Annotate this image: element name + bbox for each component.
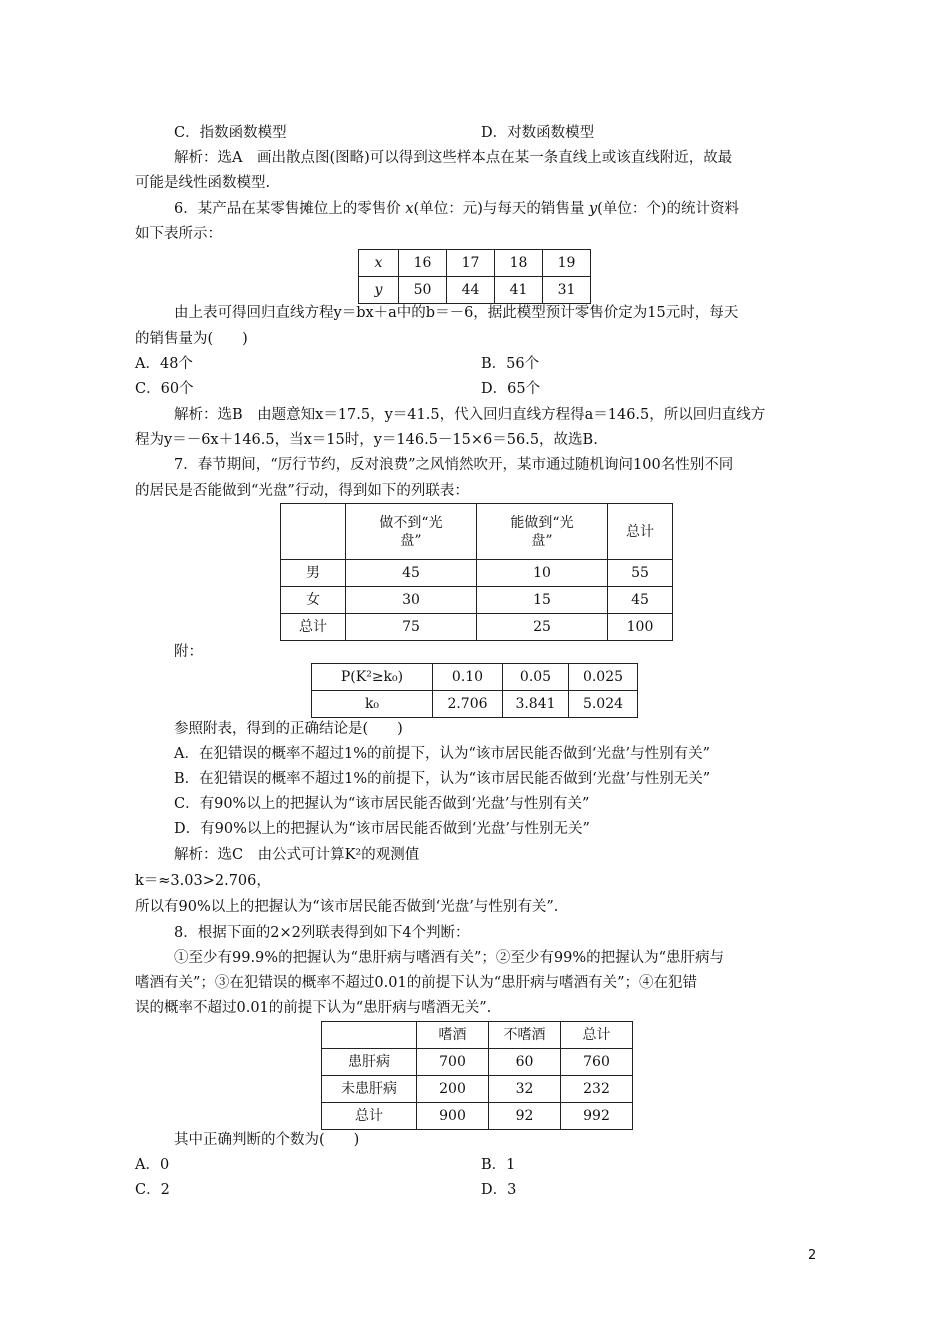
q7-appendix-table (311, 663, 638, 718)
table-row: 做不到“光 盘” 能做到“光 盘” 总计 (281, 504, 673, 560)
q6-stem-line2: 如下表所示： (135, 226, 222, 242)
q6-prompt-line1: 由上表可得回归直线方程y＝bx＋a中的b＝－6，据此模型预计零售价定为15元时，每天 (174, 305, 739, 321)
table-row: 男 45 10 55 (281, 560, 673, 587)
q7-stem-line2: 的居民是否能做到“光盘”行动，得到如下的列联表： (135, 483, 469, 499)
q8-stem-line2: ①至少有99.9%的把握认为“患肝病与嗜酒有关”；②至少有99%的把握认为“患肝病与 (174, 950, 725, 966)
q8-option-c: C．2 (135, 1182, 170, 1198)
q7-option-a: A．在犯错误的概率不超过1%的前提下，认为“该市居民能否做到‘光盘’与性别有关” (174, 746, 711, 762)
table-row: x 16 17 18 19 (359, 250, 591, 277)
table-row: 总计 75 25 100 (281, 614, 673, 641)
q6-stem-line1: 6．某产品在某零售摊位上的零售价 x(单位：元)与每天的销售量 y(单位：个)的统计资料 (174, 201, 739, 217)
q6-option-a: A．48个 (135, 356, 193, 372)
q7-contingency-table (280, 503, 673, 641)
q8-option-d: D．3 (481, 1182, 517, 1198)
q8-stem-line3: 嗜酒有关”；③在犯错误的概率不超过0.01的前提下认为“患肝病与嗜酒有关”；④在犯错 (135, 975, 698, 991)
table-row: 女 30 15 45 (281, 587, 673, 614)
q6-option-b: B．56个 (481, 356, 540, 372)
table-row: k₀ 2.706 3.841 5.024 (312, 691, 638, 718)
q5-analysis-line2: 可能是线性函数模型. (135, 175, 271, 191)
q8-contingency-table (321, 1021, 633, 1130)
q5-option-c: C．指数函数模型 (174, 125, 287, 141)
q5-analysis-line1: 解析：选A 画出散点图(图略)可以得到这些样本点在某一条直线上或该直线附近，故最 (174, 150, 733, 166)
q5-option-d: D．对数函数模型 (481, 125, 595, 141)
q7-analysis-line3: 所以有90%以上的把握认为“该市居民能否做到‘光盘’与性别有关”. (135, 899, 559, 915)
table-row: 患肝病 700 60 760 (322, 1049, 633, 1076)
q8-stem-line4: 误的概率不超过0.01的前提下认为“患肝病与嗜酒无关”. (135, 1000, 492, 1016)
q7-analysis-line2: k＝≈3.03>2.706， (135, 873, 271, 889)
q6-analysis-line2: 程为y＝－6x＋146.5，当x＝15时，y＝146.5－15×6＝56.5，故选B. (135, 432, 598, 448)
q7-option-d: D．有90%以上的把握认为“该市居民能否做到‘光盘’与性别无关” (174, 821, 590, 837)
q7-appendix-label: 附： (174, 644, 203, 660)
q6-price-sales-table (358, 249, 591, 304)
q6-option-c: C．60个 (135, 381, 194, 397)
q7-stem-line1: 7．春节期间，“厉行节约，反对浪费”之风悄然吹开，某市通过随机询问100名性别不同 (174, 457, 734, 473)
table-row: P(K²≥k₀) 0.10 0.05 0.025 (312, 664, 638, 691)
table-row: 总计 900 92 992 (322, 1103, 633, 1130)
q7-option-c: C．有90%以上的把握认为“该市居民能否做到‘光盘’与性别有关” (174, 796, 590, 812)
q8-stem-line1: 8．根据下面的2×2列联表得到如下4个判断： (174, 925, 470, 941)
q7-analysis-line1: 解析：选C 由公式可计算K²的观测值 (174, 847, 420, 863)
q7-prompt: 参照附表，得到的正确结论是( ) (174, 721, 403, 737)
page-number: 2 (808, 1248, 817, 1263)
q8-option-b: B．1 (481, 1157, 516, 1173)
table-row: 未患肝病 200 32 232 (322, 1076, 633, 1103)
table-row: y 50 44 41 31 (359, 277, 591, 304)
q8-option-a: A．0 (135, 1157, 170, 1173)
q8-prompt: 其中正确判断的个数为( ) (174, 1132, 360, 1148)
q6-prompt-line2: 的销售量为( ) (135, 331, 248, 347)
q7-option-b: B．在犯错误的概率不超过1%的前提下，认为“该市居民能否做到‘光盘’与性别无关” (174, 771, 711, 787)
table-row: 嗜酒 不嗜酒 总计 (322, 1022, 633, 1049)
q6-option-d: D．65个 (481, 381, 541, 397)
q6-analysis-line1: 解析：选B 由题意知x＝17.5，y＝41.5，代入回归直线方程得a＝146.5，所以回归直线方 (174, 407, 766, 423)
